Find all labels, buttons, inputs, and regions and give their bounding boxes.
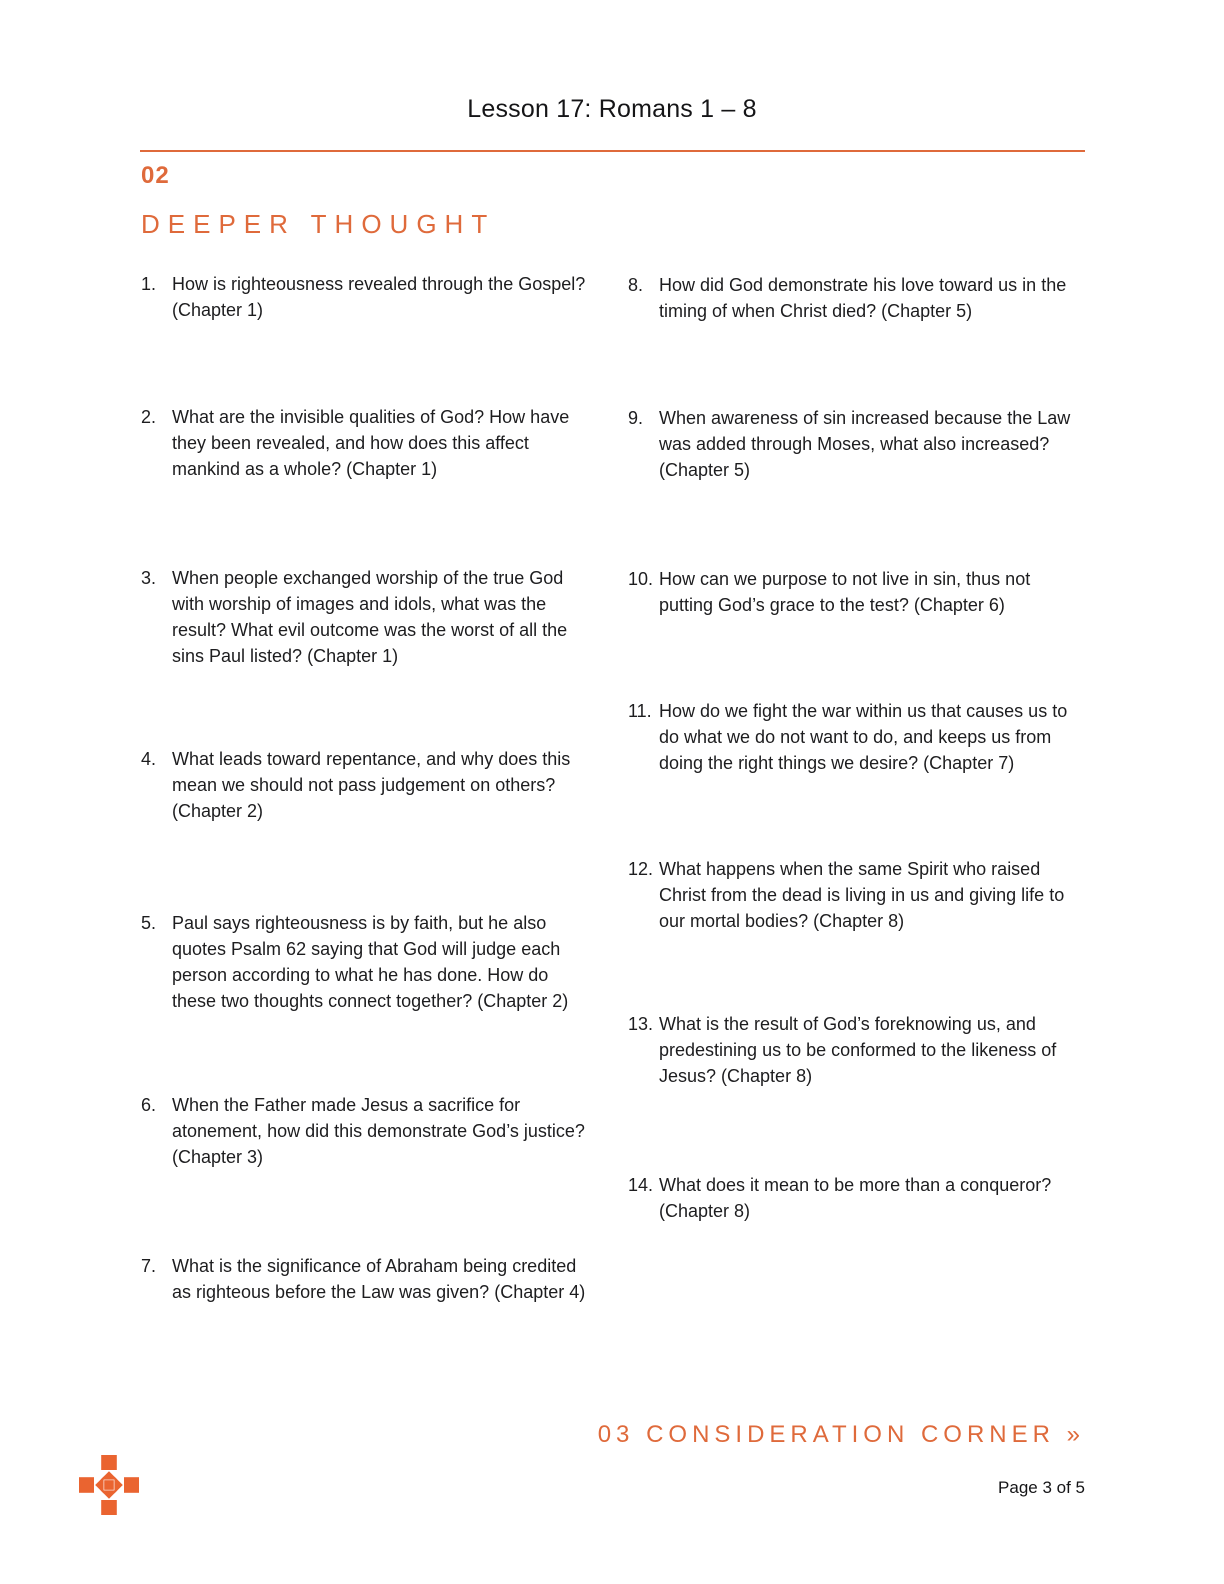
question-text: When awareness of sin increased because the Law was added through Moses, what also increased? (Chapter 5) bbox=[659, 408, 1071, 480]
question-number: 4. bbox=[141, 749, 157, 769]
question-item bbox=[141, 746, 592, 824]
question-item bbox=[141, 565, 592, 669]
question-item bbox=[628, 1172, 1083, 1224]
question-text: When people exchanged worship of the true God with worship of images and idols, what was the result? What evil outcome was the worst of all the sins Paul listed? (Chapter 1) bbox=[172, 568, 568, 666]
question-text: When the Father made Jesus a sacrifice for atonement, how did this demonstrate God’s justice? (Chapter 3) bbox=[172, 1095, 585, 1167]
question-number: 2. bbox=[141, 407, 157, 427]
question-number: 3. bbox=[141, 568, 157, 588]
question-item bbox=[141, 271, 592, 323]
question-text: How did God demonstrate his love toward us in the timing of when Christ died? (Chapter 5) bbox=[659, 275, 1067, 321]
question-text: What does it mean to be more than a conqueror? (Chapter 8) bbox=[659, 1175, 1052, 1221]
question-text: What are the invisible qualities of God? How have they been revealed, and how does this affect mankind as a whole? (Chapter 1) bbox=[172, 407, 570, 479]
question-item bbox=[628, 1011, 1083, 1089]
question-item bbox=[628, 566, 1083, 618]
question-item bbox=[628, 698, 1083, 776]
question-item bbox=[141, 1253, 592, 1305]
page-indicator: Page 3 of 5 bbox=[998, 1478, 1085, 1497]
question-number: 11. bbox=[628, 701, 652, 721]
question-number: 5. bbox=[141, 913, 157, 933]
question-number: 7. bbox=[141, 1256, 157, 1276]
question-number: 8. bbox=[628, 275, 644, 295]
question-text: Paul says righteousness is by faith, but he also quotes Psalm 62 saying that God will judge each person according to what he has done. How do these two thoughts connect together? (Chapter 2) bbox=[172, 913, 569, 1011]
next-section-link[interactable]: 03 CONSIDERATION CORNER » bbox=[597, 1421, 1085, 1448]
section-title: DEEPER THOUGHT bbox=[141, 209, 496, 239]
question-item bbox=[141, 910, 592, 1014]
question-text: What is the result of God’s foreknowing us, and predestining us to be conformed to the likeness of Jesus? (Chapter 8) bbox=[659, 1014, 1057, 1086]
question-item bbox=[628, 272, 1083, 324]
question-text: What happens when the same Spirit who raised Christ from the dead is living in us and giving life to our mortal bodies? (Chapter 8) bbox=[659, 859, 1065, 931]
section-number: 02 bbox=[141, 162, 170, 189]
question-item bbox=[141, 404, 592, 482]
question-text: How can we purpose to not live in sin, thus not putting God’s grace to the test? (Chapter 6) bbox=[659, 569, 1031, 615]
question-number: 13. bbox=[628, 1014, 654, 1034]
question-item bbox=[628, 405, 1083, 483]
question-number: 9. bbox=[628, 408, 644, 428]
cross-arrows-logo-icon bbox=[79, 1455, 139, 1515]
question-number: 6. bbox=[141, 1095, 157, 1115]
question-number: 1. bbox=[141, 274, 157, 294]
question-text: How is righteousness revealed through the Gospel? (Chapter 1) bbox=[172, 274, 586, 320]
question-item bbox=[628, 856, 1083, 934]
question-text: What is the significance of Abraham being credited as righteous before the Law was given? (Chapter 4) bbox=[172, 1256, 586, 1302]
question-number: 14. bbox=[628, 1175, 654, 1195]
question-number: 10. bbox=[628, 569, 654, 589]
question-item bbox=[141, 1092, 592, 1170]
question-text: What leads toward repentance, and why does this mean we should not pass judgement on others? (Chapter 2) bbox=[172, 749, 571, 821]
section-divider bbox=[140, 150, 1085, 152]
question-text: How do we fight the war within us that causes us to do what we do not want to do, and keeps us from doing the right things we desire? (Chapter 7) bbox=[659, 701, 1068, 773]
question-number: 12. bbox=[628, 859, 654, 879]
page-title: Lesson 17: Romans 1 – 8 bbox=[467, 95, 757, 123]
